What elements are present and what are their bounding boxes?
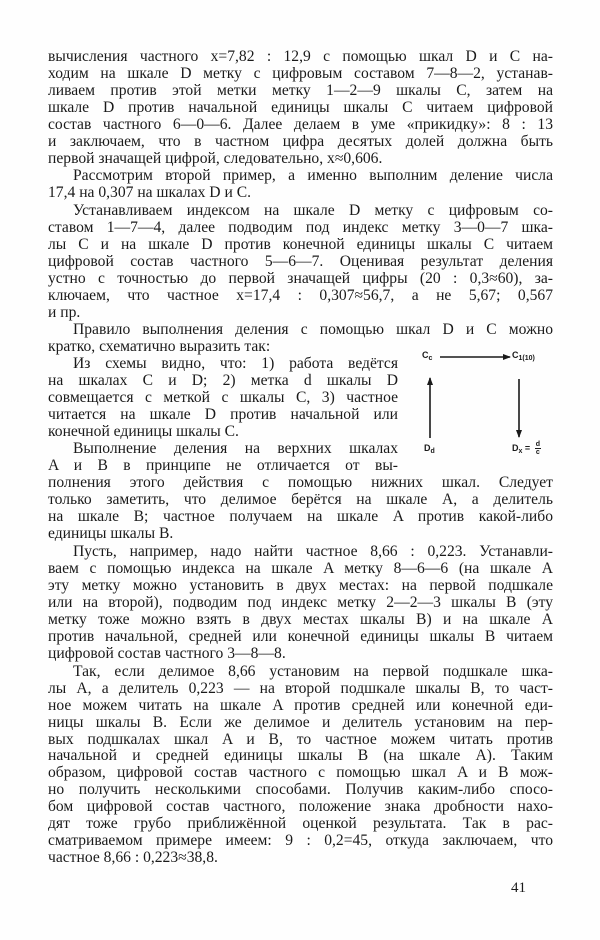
text-line: Выполнение деления на верхних шкалах xyxy=(73,440,398,457)
label-c-1-10: $C_{1(10)}$ xyxy=(512,350,535,362)
text-line: первой значащей цифрой, следовательно, x≈0,606. xyxy=(48,150,383,167)
text-line: единицы шкалы B. xyxy=(48,525,174,542)
text-line: и заключаем, что в частном цифра десятых долей должна быть xyxy=(48,133,553,150)
text-line: вычисления частного x=7,82 : 12,9 с помощью шкал D и C на- xyxy=(48,48,553,65)
text-line: эту метку можно установить в двух местах: на первой подшкале xyxy=(48,577,553,594)
text-line: конечной единицы шкалы C. xyxy=(48,423,239,440)
text-line: A и B в принципе не отличается от вы- xyxy=(48,457,398,474)
text-line: лы A, а делитель 0,223 — на второй подшкале шкалы B, то част- xyxy=(48,680,553,697)
text-line: сматриваемом примере имеем: 9 : 0,2=45, откуда заключаем, что xyxy=(48,832,553,849)
text-line: цифровой состав частного 3—8—8. xyxy=(48,645,286,662)
label-d-d: $D_d$ xyxy=(424,443,435,455)
text-line: кратко, схематично выразить так: xyxy=(48,338,271,355)
text-line: полнения этого действия с помощью нижних шкал. Следует xyxy=(48,474,553,491)
text-line: вых подшкалах шкал A и B, то частное можем читать против xyxy=(48,731,553,748)
text-line: Рассмотрим второй пример, а именно выполним деление числа xyxy=(73,167,553,184)
text-line: ходим на шкале D метку с цифровым составом 7—8—2, устанав- xyxy=(48,65,553,82)
fraction-d-over-c: $\frac{d}{c}$ xyxy=(535,441,540,456)
text-line: совмещается с меткой c шкалы C, 3) частное xyxy=(48,389,398,406)
text-line: частное 8,66 : 0,223≈38,8. xyxy=(48,849,218,866)
text-line: ключаем, что частное x=17,4 : 0,307≈56,7, а не 5,67; 0,567 xyxy=(48,287,553,304)
text-line: только заметить, что делимое берётся на шкале A, а делитель xyxy=(48,491,553,508)
text-line: начальной и средней единицы шкалы B (на шкале A). Таким xyxy=(48,747,553,764)
text-line: шкале D против начальной единицы шкалы C читаем цифровой xyxy=(48,99,553,116)
text-line: Устанавливаем индексом на шкале D метку с цифровым со- xyxy=(73,202,553,219)
label-d-x-equals-d-over-c: $D_x$ = $\frac{d}{c}$ xyxy=(512,441,540,456)
text-line: метку тоже можно взять в двух местах шкалы B) и на шкале A xyxy=(48,611,553,628)
page-number: 41 xyxy=(511,880,526,896)
text-line: ливаем против этой метки метку 1—2—9 шкалы C, затем на xyxy=(48,82,553,99)
text-line: образом, цифровой состав частного с помощью шкал A и B мож- xyxy=(48,764,553,781)
text-line: читается на шкале D против начальной или xyxy=(48,406,398,423)
division-scheme-diagram xyxy=(410,345,570,465)
text-line: ставом 1—7—4, далее подводим под индекс метку 3—0—7 шка- xyxy=(48,219,553,236)
text-line: ваем с помощью индекса на шкале A метку 8—6—6 (на шкале A xyxy=(48,560,553,577)
text-line: но получить несколькими способами. Получив каким-либо спосо- xyxy=(48,781,553,798)
text-line: Так, если делимое 8,66 установим на первой подшкале шка- xyxy=(73,663,553,680)
text-line: на шкалах C и D; 2) метка d шкалы D xyxy=(48,372,398,389)
text-line: бом цифровой состав частного, положение знака дробности нахо- xyxy=(48,798,553,815)
text-line: 17,4 на 0,307 на шкалах D и C. xyxy=(48,184,252,201)
text-line: ницы шкалы B. Если же делимое и делитель установим на пер- xyxy=(48,714,553,731)
text-line: цифровой состав частного 5—6—7. Оценивая результат деления xyxy=(48,253,553,270)
text-line: Правило выполнения деления с помощью шкал D и C можно xyxy=(73,321,553,338)
text-line: против начальной, средней или конечной единицы шкалы B читаем xyxy=(48,628,553,645)
text-line: дят тоже грубо приближённой оценкой результата. Так в рас- xyxy=(48,815,553,832)
text-line: лы C и на шкале D против конечной единицы шкалы C читаем xyxy=(48,236,553,253)
text-line: состав частного 6—0—6. Далее делаем в уме «прикидку»: 8 : 13 xyxy=(48,116,553,133)
label-c-c: $C_c$ xyxy=(422,350,433,362)
text-line: и пр. xyxy=(48,304,81,321)
text-line: устно с точностью до первой значащей цифры (20 : 0,3≈60), за- xyxy=(48,270,553,287)
text-line: ное можем читать на шкале A против средней или конечной еди- xyxy=(48,697,553,714)
text-line: Из схемы видно, что: 1) работа ведётся xyxy=(73,355,398,372)
text-line: или на второй), подводим под индекс метку 2—2—3 шкалы B (эту xyxy=(48,594,553,611)
text-line: Пусть, например, надо найти частное 8,66 : 0,223. Устанавли- xyxy=(73,543,553,560)
text-line: на шкале B; частное получаем на шкале A против какой-либо xyxy=(48,508,553,525)
